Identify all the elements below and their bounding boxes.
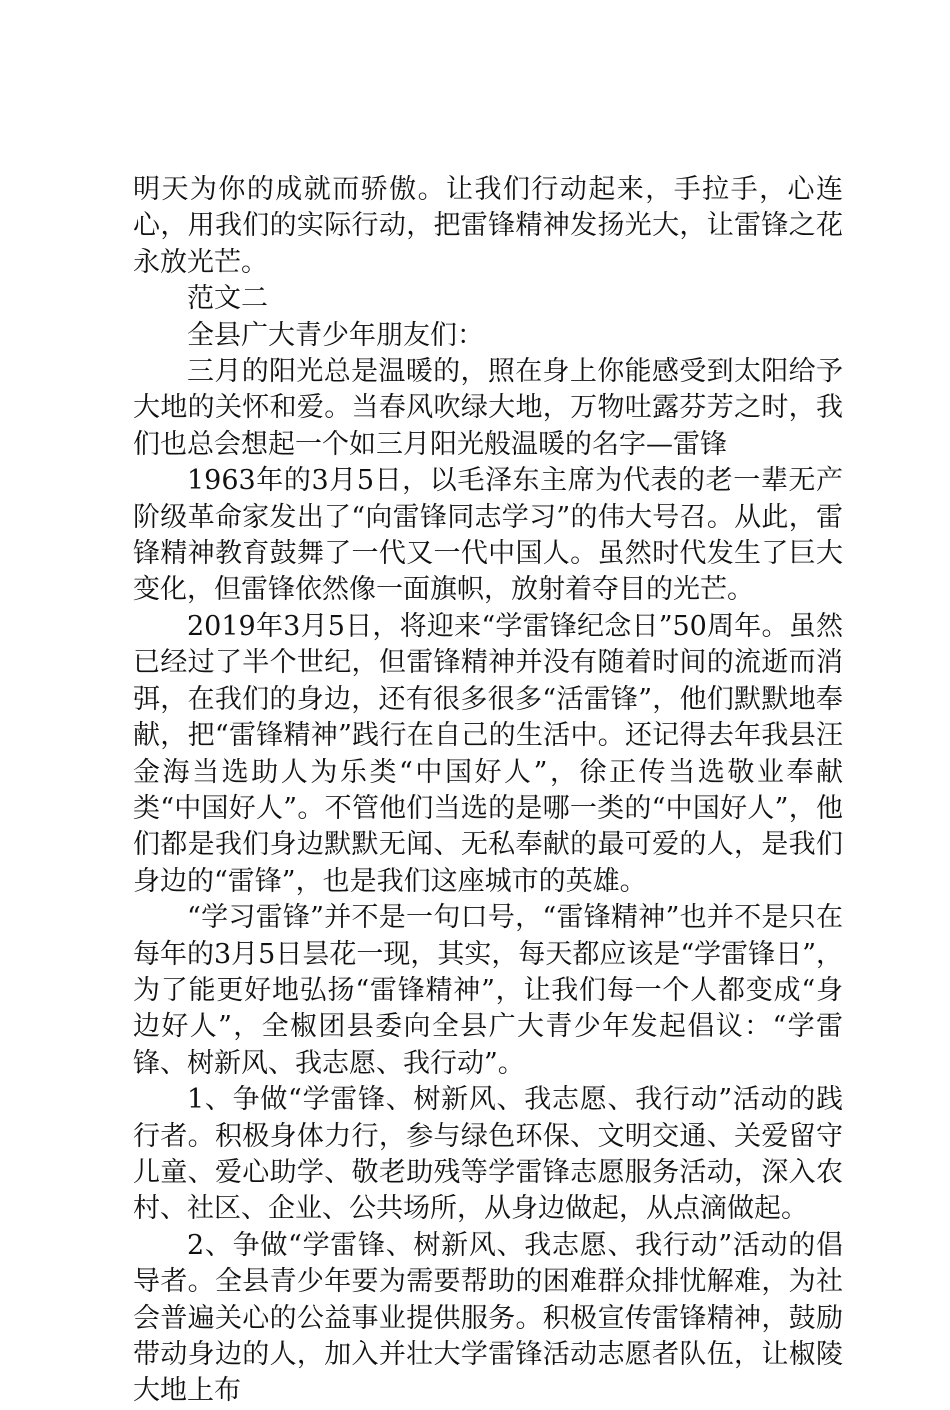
paragraph-1: 明天为你的成就而骄傲。让我们行动起来，手拉手，心连心，用我们的实际行动，把雷锋精神发扬光大，让雷锋之花永放光芒。 — [133, 174, 843, 278]
document-body — [133, 172, 843, 1410]
paragraph-7: “学习雷锋”并不是一句口号，“雷锋精神”也并不是只在每年的3月5日昙花一现，其实，每天都应该是“学雷锋日”，为了能更好地弘扬“雷锋精神”，让我们每一个人都变成“身边好人”，全椒团县委向全县广大青少年发起倡议：“学雷锋、树新风、我志愿、我行动”。 — [133, 902, 843, 1079]
paragraph-5: 1963年的3月5日，以毛泽东主席为代表的老一辈无产阶级革命家发出了“向雷锋同志学习”的伟大号召。从此，雷锋精神教育鼓舞了一代又一代中国人。虽然时代发生了巨大变化，但雷锋依然像一面旗帜，放射着夺目的光芒。 — [133, 465, 843, 606]
proposal-item-1: 1、争做“学雷锋、树新风、我志愿、我行动”活动的践行者。积极身体力行，参与绿色环保、文明交通、关爱留守儿童、爱心助学、敬老助残等学雷锋志愿服务活动，深入农村、社区、企业、公共场所，从身边做起，从点滴做起。 — [133, 1084, 843, 1225]
salutation: 全县广大青少年朋友们： — [187, 319, 484, 351]
paragraph-4: 三月的阳光总是温暖的，照在身上你能感受到太阳给予大地的关怀和爱。当春风吹绿大地，万物吐露芬芳之时，我们也总会想起一个如三月阳光般温暖的名字—雷锋 — [133, 356, 843, 460]
section-heading: 范文二 — [187, 283, 268, 315]
paragraph-6: 2019年3月5日，将迎来“学雷锋纪念日”50周年。虽然已经过了半个世纪，但雷锋精神并没有随着时间的流逝而消弭，在我们的身边，还有很多很多“活雷锋”，他们默默地奉献，把“雷锋精神”践行在自己的生活中。还记得去年我县汪金海当选助人为乐类“中国好人”，徐正传当选敬业奉献类“中国好人”。不管他们当选的是哪一类的“中国好人”，他们都是我们身边默默无闻、无私奉献的最可爱的人，是我们身边的“雷锋”，也是我们这座城市的英雄。 — [133, 610, 843, 897]
proposal-item-2: 2、争做“学雷锋、树新风、我志愿、我行动”活动的倡导者。全县青少年要为需要帮助的困难群众排忧解难，为社会普遍关心的公益事业提供服务。积极宣传雷锋精神，鼓励带动身边的人，加入并壮大学雷锋活动志愿者队伍，让椒陵大地上布 — [133, 1229, 843, 1407]
